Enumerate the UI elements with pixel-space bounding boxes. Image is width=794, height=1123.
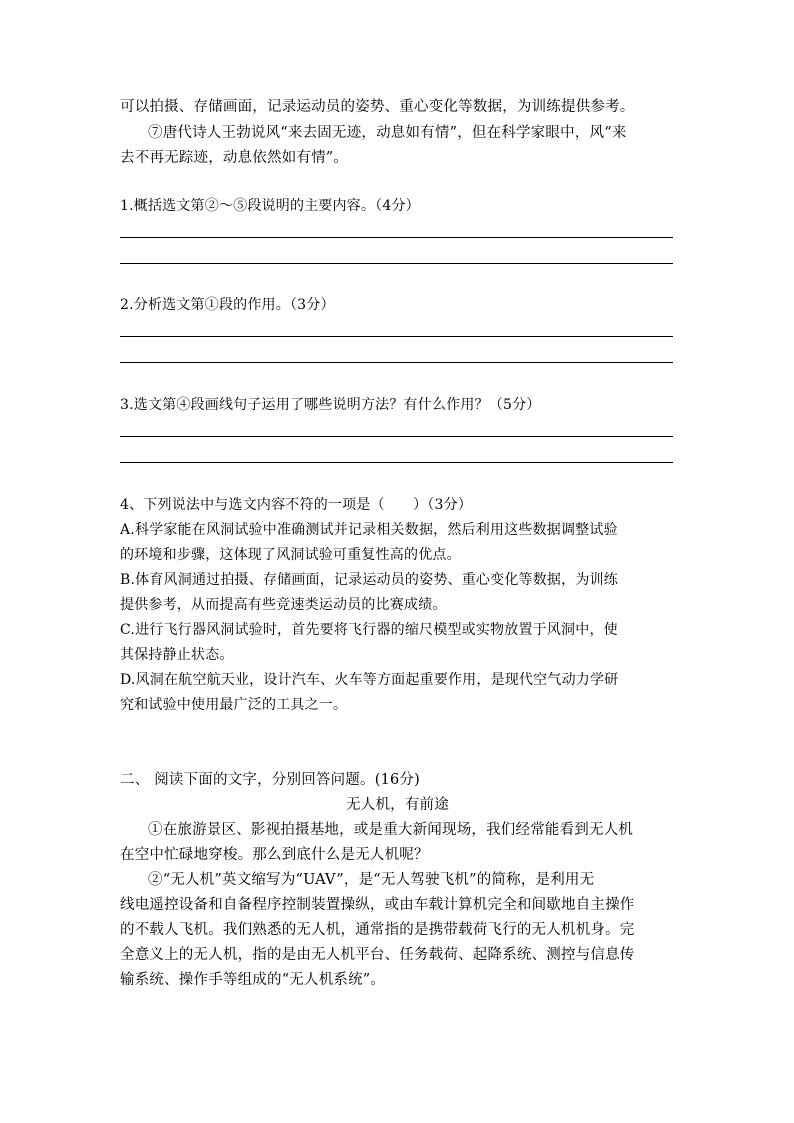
option-b: B.体育风洞通过拍摄、存储画面，记录运动员的姿势、重心变化等数据，为训练 — [120, 572, 618, 588]
option-d-cont: 究和试验中使用最广泛的工具之一。 — [120, 697, 348, 713]
answer-line-3b[interactable] — [120, 462, 673, 463]
answer-line-2a[interactable] — [120, 336, 673, 337]
question-4-stem: 4、下列说法中与选文内容不符的一项是（ ）（3分） — [120, 497, 473, 513]
article-title: 无人机，有前途 — [346, 797, 449, 813]
paragraph-2-cont: 全意义上的无人机，指的是由无人机平台、任务载荷、起降系统、测控与信息传 — [120, 947, 635, 963]
paragraph-2: ②“无人机”英文缩写为“UAV”，是“无人驾驶飞机”的简称，是利用无 — [148, 872, 595, 888]
question-1: 1.概括选文第②～⑤段说明的主要内容。（4分） — [120, 198, 420, 214]
section-2-heading: 二、 阅读下面的文字，分别回答问题。(16分) — [120, 772, 420, 788]
passage-paragraph-7: ⑦唐代诗人王勃说风“来去固无迹，动息如有情”，但在科学家眼中，风“来 — [148, 125, 627, 141]
passage-line: 去不再无踪迹，动息依然如有情”。 — [120, 150, 349, 166]
option-c-cont: 其保持静止状态。 — [120, 647, 234, 663]
passage-line: 可以拍摄、存储画面，记录运动员的姿势、重心变化等数据，为训练提供参考。 — [120, 99, 635, 115]
paragraph-2-cont: 线电遥控设备和自备程序控制装置操纵，或由车载计算机完全和间歇地自主操作 — [120, 897, 635, 913]
answer-line-1b[interactable] — [120, 263, 673, 264]
option-a: A.科学家能在风洞试验中准确测试并记录相关数据，然后利用这些数据调整试验 — [120, 522, 618, 538]
paragraph-1-cont: 在空中忙碌地穿梭。那么到底什么是无人机呢？ — [120, 847, 429, 863]
option-a-cont: 的环境和步骤，这体现了风洞试验可重复性高的优点。 — [120, 547, 461, 563]
question-2: 2.分析选文第①段的作用。（3分） — [120, 297, 335, 313]
paragraph-2-cont: 的不载人飞机。我们熟悉的无人机，通常指的是携带载荷飞行的无人机机身。完 — [120, 922, 635, 938]
option-b-cont: 提供参考，从而提高有些竞速类运动员的比赛成绩。 — [120, 597, 447, 613]
option-d: D.风洞在航空航天业，设计汽车、火车等方面起重要作用，是现代空气动力学研 — [120, 672, 619, 688]
answer-line-1a[interactable] — [120, 237, 673, 238]
answer-line-2b[interactable] — [120, 362, 673, 363]
answer-line-3a[interactable] — [120, 436, 673, 437]
option-c: C.进行飞行器风洞试验时，首先要将飞行器的缩尺模型或实物放置于风洞中，使 — [120, 622, 618, 638]
question-3: 3.选文第④段画线句子运用了哪些说明方法？有什么作用？（5分） — [120, 397, 541, 413]
paragraph-2-cont: 输系统、操作手等组成的“无人机系统”。 — [120, 972, 386, 988]
paragraph-1: ①在旅游景区、影视拍摄基地，或是重大新闻现场，我们经常能看到无人机 — [148, 822, 634, 838]
